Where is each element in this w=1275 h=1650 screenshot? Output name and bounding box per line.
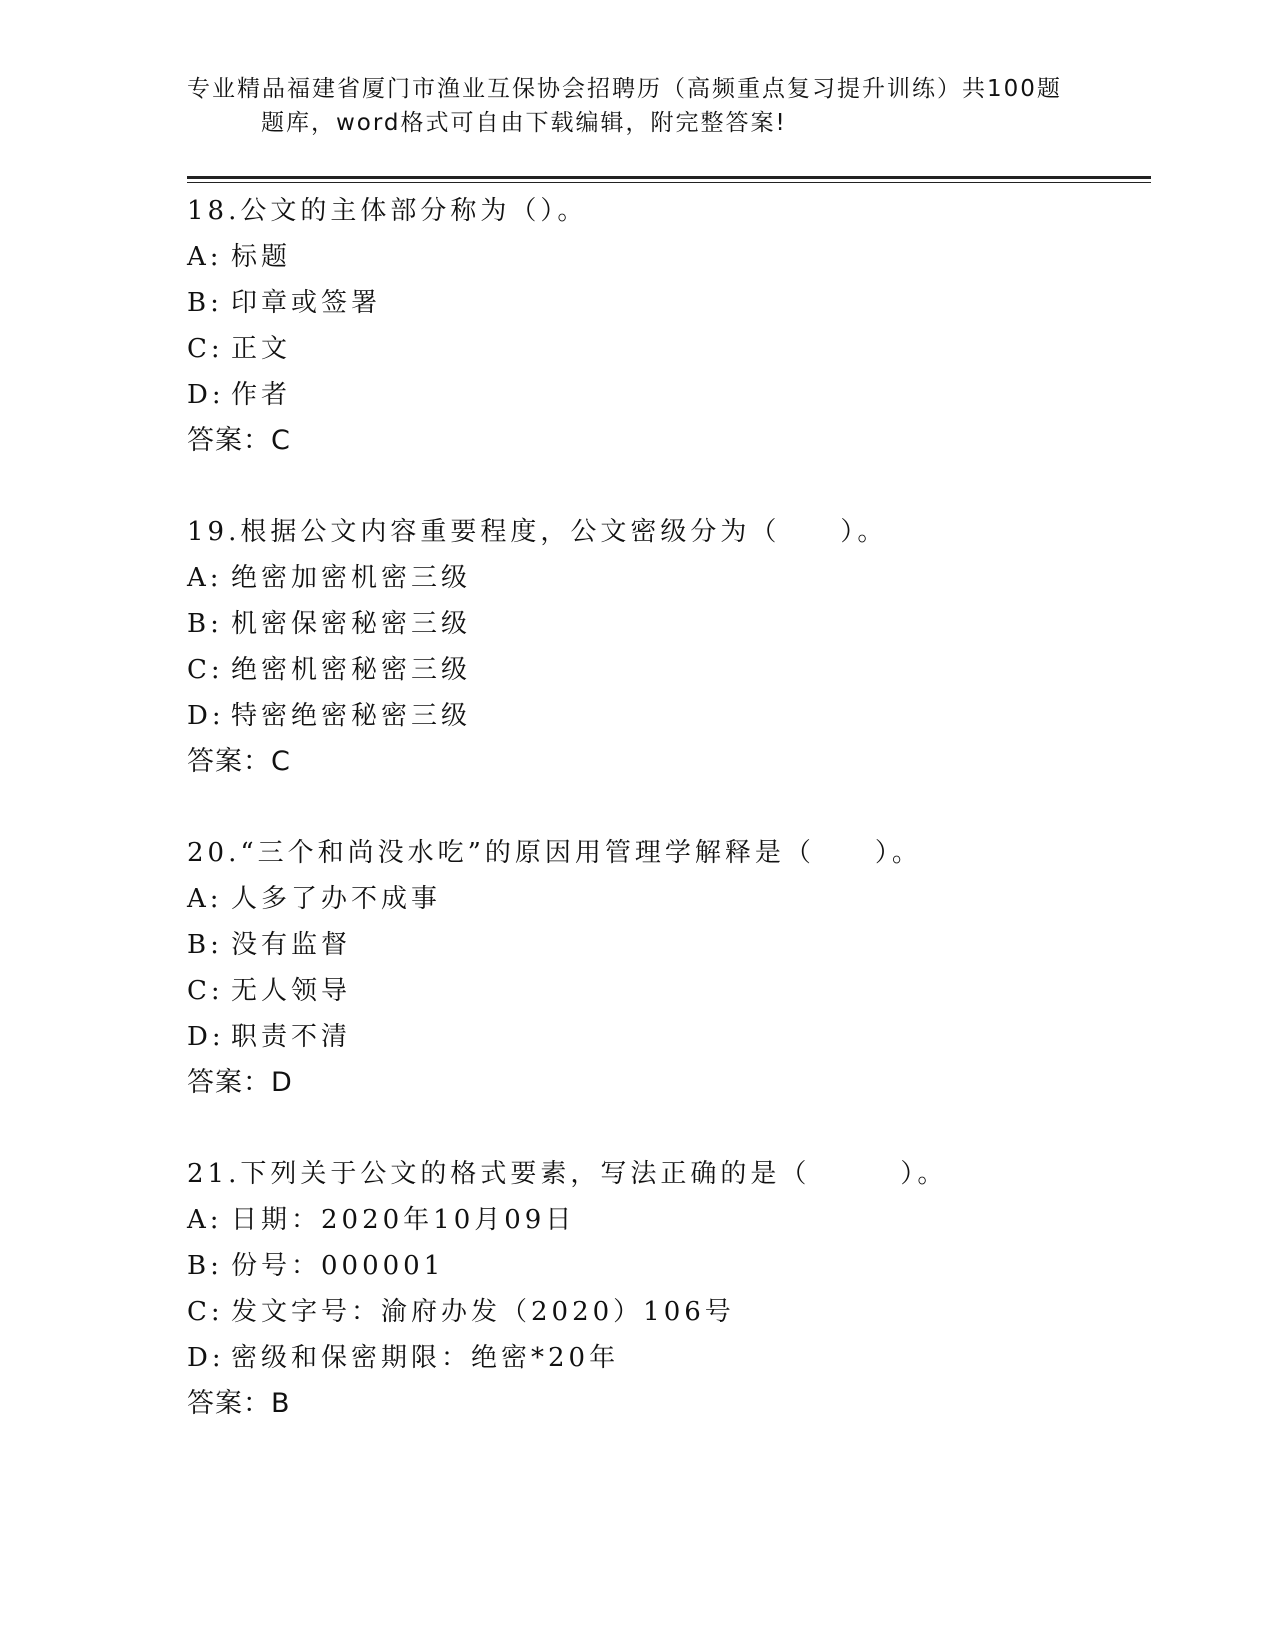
question-stem: 19.根据公文内容重要程度，公文密级分为（ ）。 xyxy=(187,517,888,547)
option-a xyxy=(187,555,1151,601)
option-text: 绝密机密秘密三级 xyxy=(231,655,472,685)
option-letter: C: xyxy=(187,1297,224,1327)
option-text: 正文 xyxy=(231,334,292,364)
option-b xyxy=(187,1243,1151,1289)
option-text: 份号：000001 xyxy=(231,1251,445,1281)
option-letter: B: xyxy=(187,1251,223,1281)
option-c xyxy=(187,647,1151,693)
option-letter: A: xyxy=(187,242,223,272)
option-letter: B: xyxy=(187,609,223,639)
question-19 xyxy=(187,509,1151,785)
option-letter: D: xyxy=(187,380,225,410)
option-text: 职责不清 xyxy=(231,1022,352,1052)
option-text: 发文字号：渝府办发（2020）106号 xyxy=(231,1297,735,1327)
option-d xyxy=(187,1335,1151,1381)
option-text: 标题 xyxy=(231,242,292,272)
option-d xyxy=(187,1014,1151,1060)
answer: 答案：C xyxy=(187,425,291,456)
question-stem: 18.公文的主体部分称为（）。 xyxy=(187,196,588,226)
option-c xyxy=(187,1289,1151,1335)
option-text: 机密保密秘密三级 xyxy=(231,609,472,639)
option-text: 特密绝密秘密三级 xyxy=(231,701,472,731)
question-stem: 21.下列关于公文的格式要素，写法正确的是（ ）。 xyxy=(187,1159,948,1189)
header-divider-thick xyxy=(187,176,1151,179)
title-line-2: 题库，word格式可自由下载编辑，附完整答案! xyxy=(261,110,787,136)
option-letter: D: xyxy=(187,1022,225,1052)
option-letter: A: xyxy=(187,563,223,593)
question-20 xyxy=(187,830,1151,1106)
option-letter: C: xyxy=(187,334,224,364)
title-line-1: 专业精品福建省厦门市渔业互保协会招聘历（高频重点复习提升训练）共100题 xyxy=(187,76,1062,102)
answer: 答案：D xyxy=(187,1067,293,1098)
option-text: 印章或签署 xyxy=(231,288,382,318)
answer: 答案：C xyxy=(187,746,291,777)
option-b xyxy=(187,280,1151,326)
option-b xyxy=(187,601,1151,647)
option-text: 密级和保密期限：绝密*20年 xyxy=(231,1343,620,1373)
option-text: 绝密加密机密三级 xyxy=(231,563,472,593)
option-c xyxy=(187,968,1151,1014)
header-divider-thin xyxy=(187,182,1151,183)
option-b xyxy=(187,922,1151,968)
option-text: 无人领导 xyxy=(231,976,352,1006)
question-list xyxy=(187,188,1151,1472)
option-d xyxy=(187,693,1151,739)
answer: 答案：B xyxy=(187,1388,291,1419)
option-letter: A: xyxy=(187,884,223,914)
option-letter: C: xyxy=(187,976,224,1006)
option-letter: C: xyxy=(187,655,224,685)
option-a xyxy=(187,876,1151,922)
option-letter: A: xyxy=(187,1205,223,1235)
option-text: 作者 xyxy=(231,380,292,410)
option-text: 没有监督 xyxy=(231,930,352,960)
option-text: 日期：2020年10月09日 xyxy=(231,1205,576,1235)
question-stem: 20.“三个和尚没水吃”的原因用管理学解释是（ ）。 xyxy=(187,838,922,868)
option-letter: B: xyxy=(187,930,223,960)
question-18 xyxy=(187,188,1151,464)
option-d xyxy=(187,372,1151,418)
option-letter: D: xyxy=(187,701,225,731)
option-a xyxy=(187,234,1151,280)
page-title xyxy=(187,72,1067,140)
option-a xyxy=(187,1197,1151,1243)
question-21 xyxy=(187,1151,1151,1427)
option-letter: B: xyxy=(187,288,223,318)
option-text: 人多了办不成事 xyxy=(231,884,442,914)
option-letter: D: xyxy=(187,1343,225,1373)
option-c xyxy=(187,326,1151,372)
